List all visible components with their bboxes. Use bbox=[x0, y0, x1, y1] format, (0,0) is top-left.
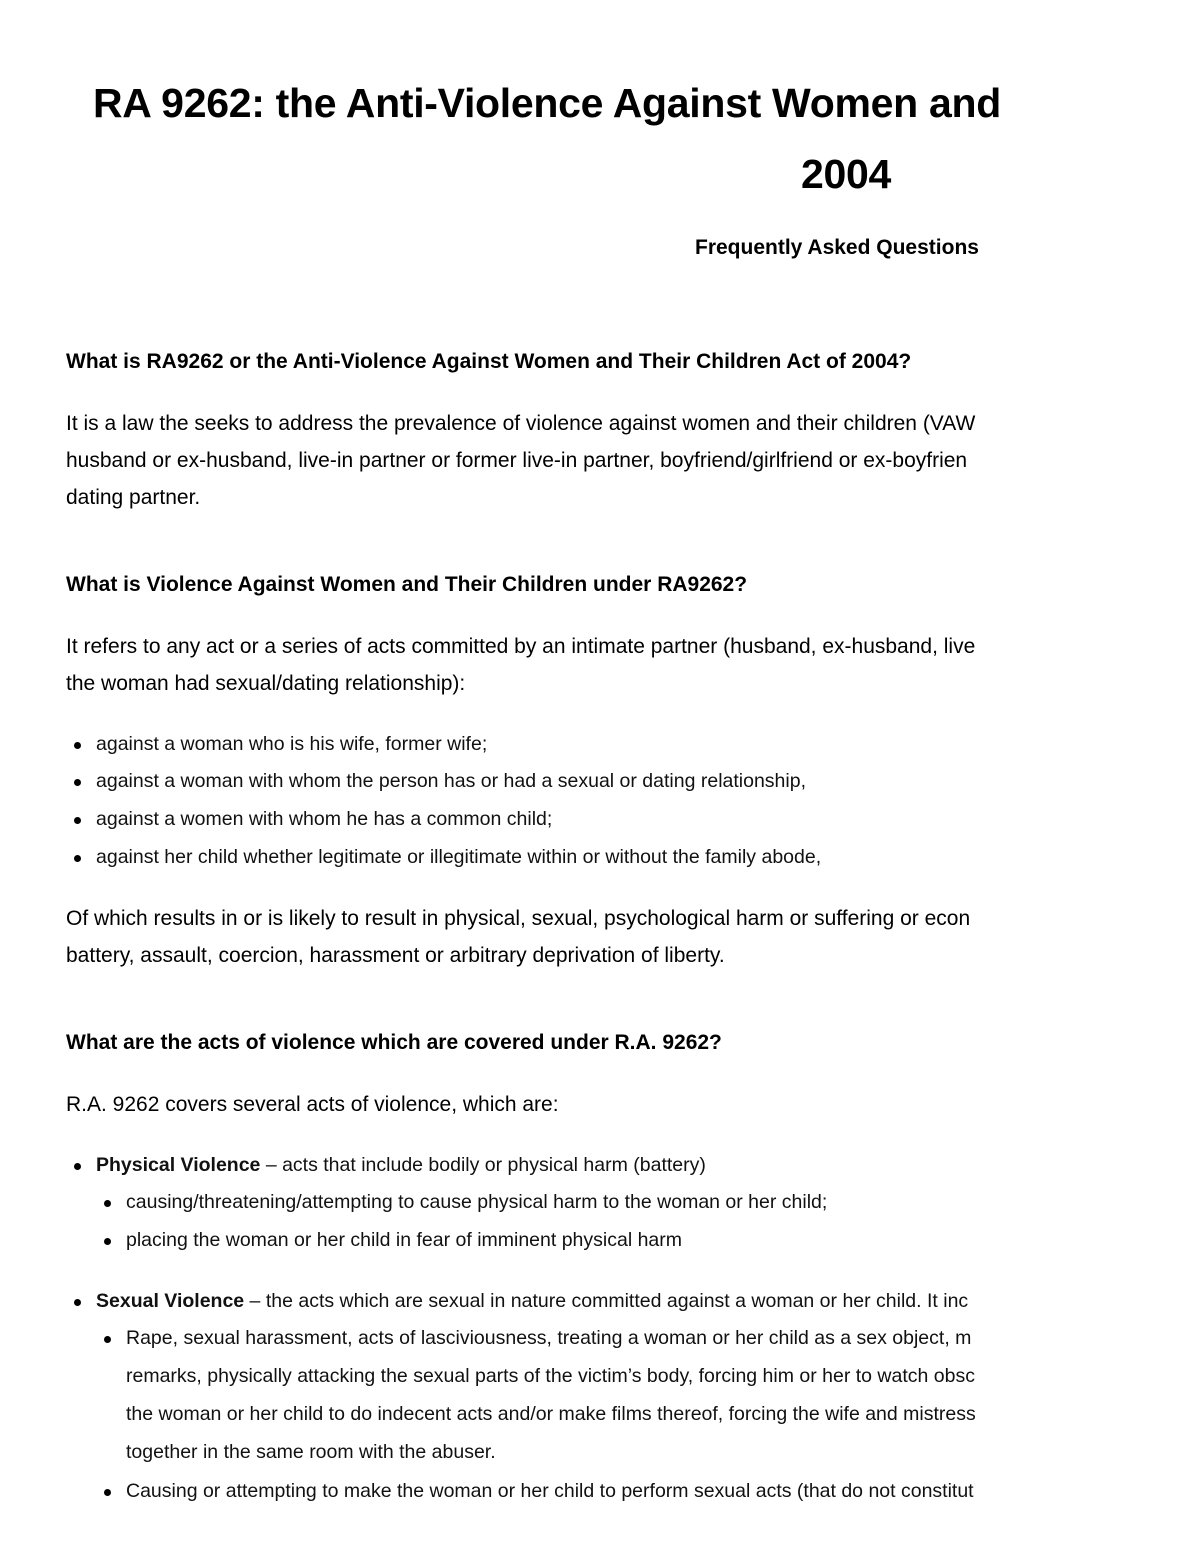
list-item-sexual-violence bbox=[96, 1290, 968, 1313]
list-item: against a woman who is his wife, former wife; bbox=[96, 733, 488, 755]
list-item: causing/threatening/attempting to cause physical harm to the woman or her child; bbox=[126, 1191, 828, 1213]
list-item: Causing or attempting to make the woman or her child to perform sexual acts (that do not constitut bbox=[126, 1480, 974, 1502]
list-item: against a women with whom he has a common child; bbox=[96, 808, 553, 830]
faq-question-2: What is Violence Against Women and Their Children under RA9262? bbox=[66, 573, 748, 596]
list-item-continuation: the woman or her child to do indecent acts and/or make films thereof, forcing the wife and mistress bbox=[126, 1403, 976, 1425]
bullet-dot bbox=[74, 779, 81, 786]
bullet-dot bbox=[104, 1336, 111, 1343]
faq-question-3: What are the acts of violence which are covered under R.A. 9262? bbox=[66, 1031, 722, 1054]
list-item-continuation: remarks, physically attacking the sexual parts of the victim’s body, forcing him or her to watch obsc bbox=[126, 1365, 975, 1387]
faq-answer-2-intro-line-1: It refers to any act or a series of acts committed by an intimate partner (husband, ex-husband, live bbox=[66, 635, 976, 658]
bullet-dot bbox=[74, 1299, 81, 1306]
bullet-dot bbox=[74, 1163, 81, 1170]
faq-question-1: What is RA9262 or the Anti-Violence Against Women and Their Children Act of 2004? bbox=[66, 350, 912, 373]
document-subtitle: Frequently Asked Questions bbox=[695, 236, 979, 259]
faq-answer-1-line-2: husband or ex-husband, live-in partner or former live-in partner, boyfriend/girlfriend or ex-boyfrien bbox=[66, 449, 968, 472]
list-item: Rape, sexual harassment, acts of lasciviousness, treating a woman or her child as a sex object, m bbox=[126, 1327, 972, 1349]
bullet-dot bbox=[104, 1489, 111, 1496]
faq-answer-2-outro-line-2: battery, assault, coercion, harassment or arbitrary deprivation of liberty. bbox=[66, 944, 725, 967]
faq-answer-1-line-1: It is a law the seeks to address the prevalence of violence against women and their children (VAW bbox=[66, 412, 976, 435]
sexual-violence-desc: – the acts which are sexual in nature committed against a woman or her child. It inc bbox=[244, 1290, 969, 1312]
faq-answer-1-line-3: dating partner. bbox=[66, 486, 201, 509]
bullet-dot bbox=[74, 742, 81, 749]
physical-violence-term: Physical Violence bbox=[96, 1154, 261, 1176]
document-title-line-1: RA 9262: the Anti-Violence Against Women and bbox=[93, 80, 1001, 126]
faq-answer-2-intro-line-2: the woman had sexual/dating relationship): bbox=[66, 672, 466, 695]
document-title-line-2: 2004 bbox=[801, 151, 892, 197]
list-item-physical-violence bbox=[96, 1154, 706, 1177]
bullet-dot bbox=[104, 1238, 111, 1245]
bullet-dot bbox=[104, 1200, 111, 1207]
bullet-dot bbox=[74, 817, 81, 824]
faq-answer-2-outro-line-1: Of which results in or is likely to result in physical, sexual, psychological harm or suffering or econ bbox=[66, 907, 971, 930]
list-item: placing the woman or her child in fear of imminent physical harm bbox=[126, 1229, 683, 1251]
physical-violence-desc: – acts that include bodily or physical harm (battery) bbox=[260, 1154, 706, 1176]
bullet-dot bbox=[74, 855, 81, 862]
list-item-continuation: together in the same room with the abuser. bbox=[126, 1441, 496, 1463]
list-item: against a woman with whom the person has or had a sexual or dating relationship, bbox=[96, 770, 806, 792]
list-item: against her child whether legitimate or illegitimate within or without the family abode, bbox=[96, 846, 822, 868]
faq-answer-3-intro: R.A. 9262 covers several acts of violence, which are: bbox=[66, 1093, 559, 1116]
sexual-violence-term: Sexual Violence bbox=[96, 1290, 245, 1312]
